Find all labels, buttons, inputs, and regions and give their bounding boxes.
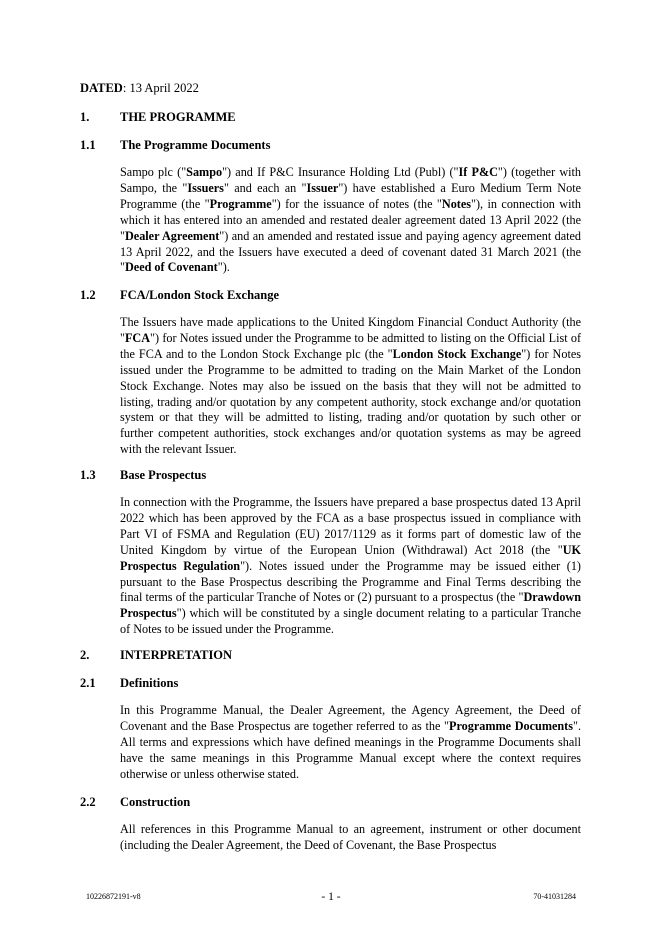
page-number: - 1 - — [321, 891, 341, 903]
text-run: ") have established a Euro Medium Term Note Programme (the " — [120, 180, 581, 211]
paragraph-construction — [120, 822, 581, 854]
text-run: ") for Notes issued under the Programme to be admitted to listing on the Official List of the FCA and to the London Stock Exchange plc (the " — [120, 330, 581, 361]
defined-term: Issuer — [306, 180, 339, 195]
text-run: ". All terms and expressions which have defined meanings in the Programme Documents shall have the same meanings in this Programme Manual except where the context requires otherwise or unless otherwise stated. — [120, 718, 582, 781]
defined-term: Notes — [441, 196, 471, 211]
section-number: 2.2 — [80, 795, 96, 809]
dated-value: : 13 April 2022 — [122, 81, 199, 95]
text-run: In this Programme Manual, the Dealer Agreement, the Agency Agreement, the Deed of Covenant and the Base Prospectus are together referred to as the " — [120, 703, 581, 733]
text-run: " and each an " — [223, 180, 307, 195]
footer-doc-id: 10226872191-v8 — [86, 892, 141, 901]
section-1-3-heading — [80, 467, 580, 483]
dated-line — [80, 80, 199, 96]
defined-term: Drawdown Prospectus — [120, 590, 581, 621]
section-1-2-heading — [80, 287, 580, 303]
text-run: "). — [217, 260, 230, 275]
section-number: 2. — [80, 648, 90, 662]
section-2-2-heading — [80, 794, 580, 810]
defined-term: Programme Documents — [449, 718, 573, 733]
text-run: "), in connection with which it has entered into an amended and restated dealer agreement dated 13 April 2022 (the " — [120, 196, 581, 243]
section-1-heading — [80, 109, 580, 125]
section-number: 2.1 — [80, 676, 96, 690]
defined-term: Sampo — [186, 165, 223, 179]
text-run: ") which will be constituted by a single document relating to a particular Tranche of Notes to be issued under the Programme. — [120, 606, 581, 637]
section-title: Construction — [120, 795, 191, 809]
defined-term: Issuers — [187, 180, 224, 195]
text-run: ") and If P&C Insurance Holding Ltd (Publ) (" — [222, 165, 459, 179]
paragraph-definitions — [120, 703, 581, 783]
defined-term: FCA — [124, 330, 151, 345]
section-title: The Programme Documents — [120, 138, 271, 152]
section-number: 1.1 — [80, 138, 96, 152]
section-number: 1. — [80, 110, 90, 124]
section-title: THE PROGRAMME — [120, 110, 236, 124]
defined-term: Programme — [209, 196, 272, 211]
section-1-1-heading — [80, 137, 580, 153]
section-number: 1.3 — [80, 468, 96, 482]
text-run: Sampo plc (" — [120, 165, 187, 179]
text-run: ") for Notes issued under the Programme to be admitted to trading on the Main Market of the London Stock Exchange. Notes may also be issued on the basis that they will not be admitted to listing, trading and/or quotation by any competent authority, stock exchange and/or quotation system or that they will be admitted to listing, trading and/or quotation by such other or further competent authorities, stock exchanges and/or quotation systems as may be agreed with the relevant Issuer. — [120, 346, 581, 457]
paragraph-programme-documents — [120, 165, 581, 276]
defined-term: UK Prospectus Regulation — [120, 542, 581, 573]
paragraph-base-prospectus — [120, 495, 581, 638]
section-2-heading — [80, 647, 580, 663]
section-title: Definitions — [120, 676, 179, 690]
text-run: ") (together with Sampo, the " — [120, 165, 581, 195]
footer-ref-number: 70-41031284 — [533, 892, 576, 901]
section-title: INTERPRETATION — [120, 648, 233, 662]
text-run: ") and an amended and restated issue and paying agency agreement dated 13 April 2022, and the Issuers have executed a deed of covenant dated 31 March 2021 (the " — [120, 228, 581, 275]
text-run: In connection with the Programme, the Issuers have prepared a base prospectus dated 13 April 2022 which has been approved by the FCA as a base prospectus issued in compliance with Part VI of FSMA and Regulation (EU) 2017/1129 as it forms part of domestic law of the United Kingdom by virtue of the European Union (Withdrawal) Act 2018 (the " — [120, 495, 581, 557]
paragraph-fca-lse — [120, 315, 581, 458]
section-title: FCA/London Stock Exchange — [120, 288, 280, 302]
text-run: ") for the issuance of notes (the " — [271, 196, 442, 211]
section-number: 1.2 — [80, 288, 96, 302]
section-2-1-heading — [80, 675, 580, 691]
dated-label: DATED — [80, 81, 123, 95]
section-title: Base Prospectus — [120, 468, 207, 482]
text-run: "). Notes issued under the Programme may be issued either (1) pursuant to the Base Prospectus describing the Programme and Final Terms describing the final terms of the particular Tranche of Notes or (2) pursuant to a prospectus (the " — [120, 558, 581, 605]
defined-term: Deed of Covenant — [124, 260, 218, 275]
defined-term: Dealer Agreement — [124, 228, 220, 243]
defined-term: London Stock Exchange — [392, 346, 522, 361]
text-run: All references in this Programme Manual to an agreement, instrument or other document (including the Dealer Agreement, the Deed of Covenant, the Base Prospectus — [120, 822, 581, 852]
defined-term: If P&C — [458, 165, 498, 179]
text-run: The Issuers have made applications to the United Kingdom Financial Conduct Authority (the " — [120, 315, 581, 345]
